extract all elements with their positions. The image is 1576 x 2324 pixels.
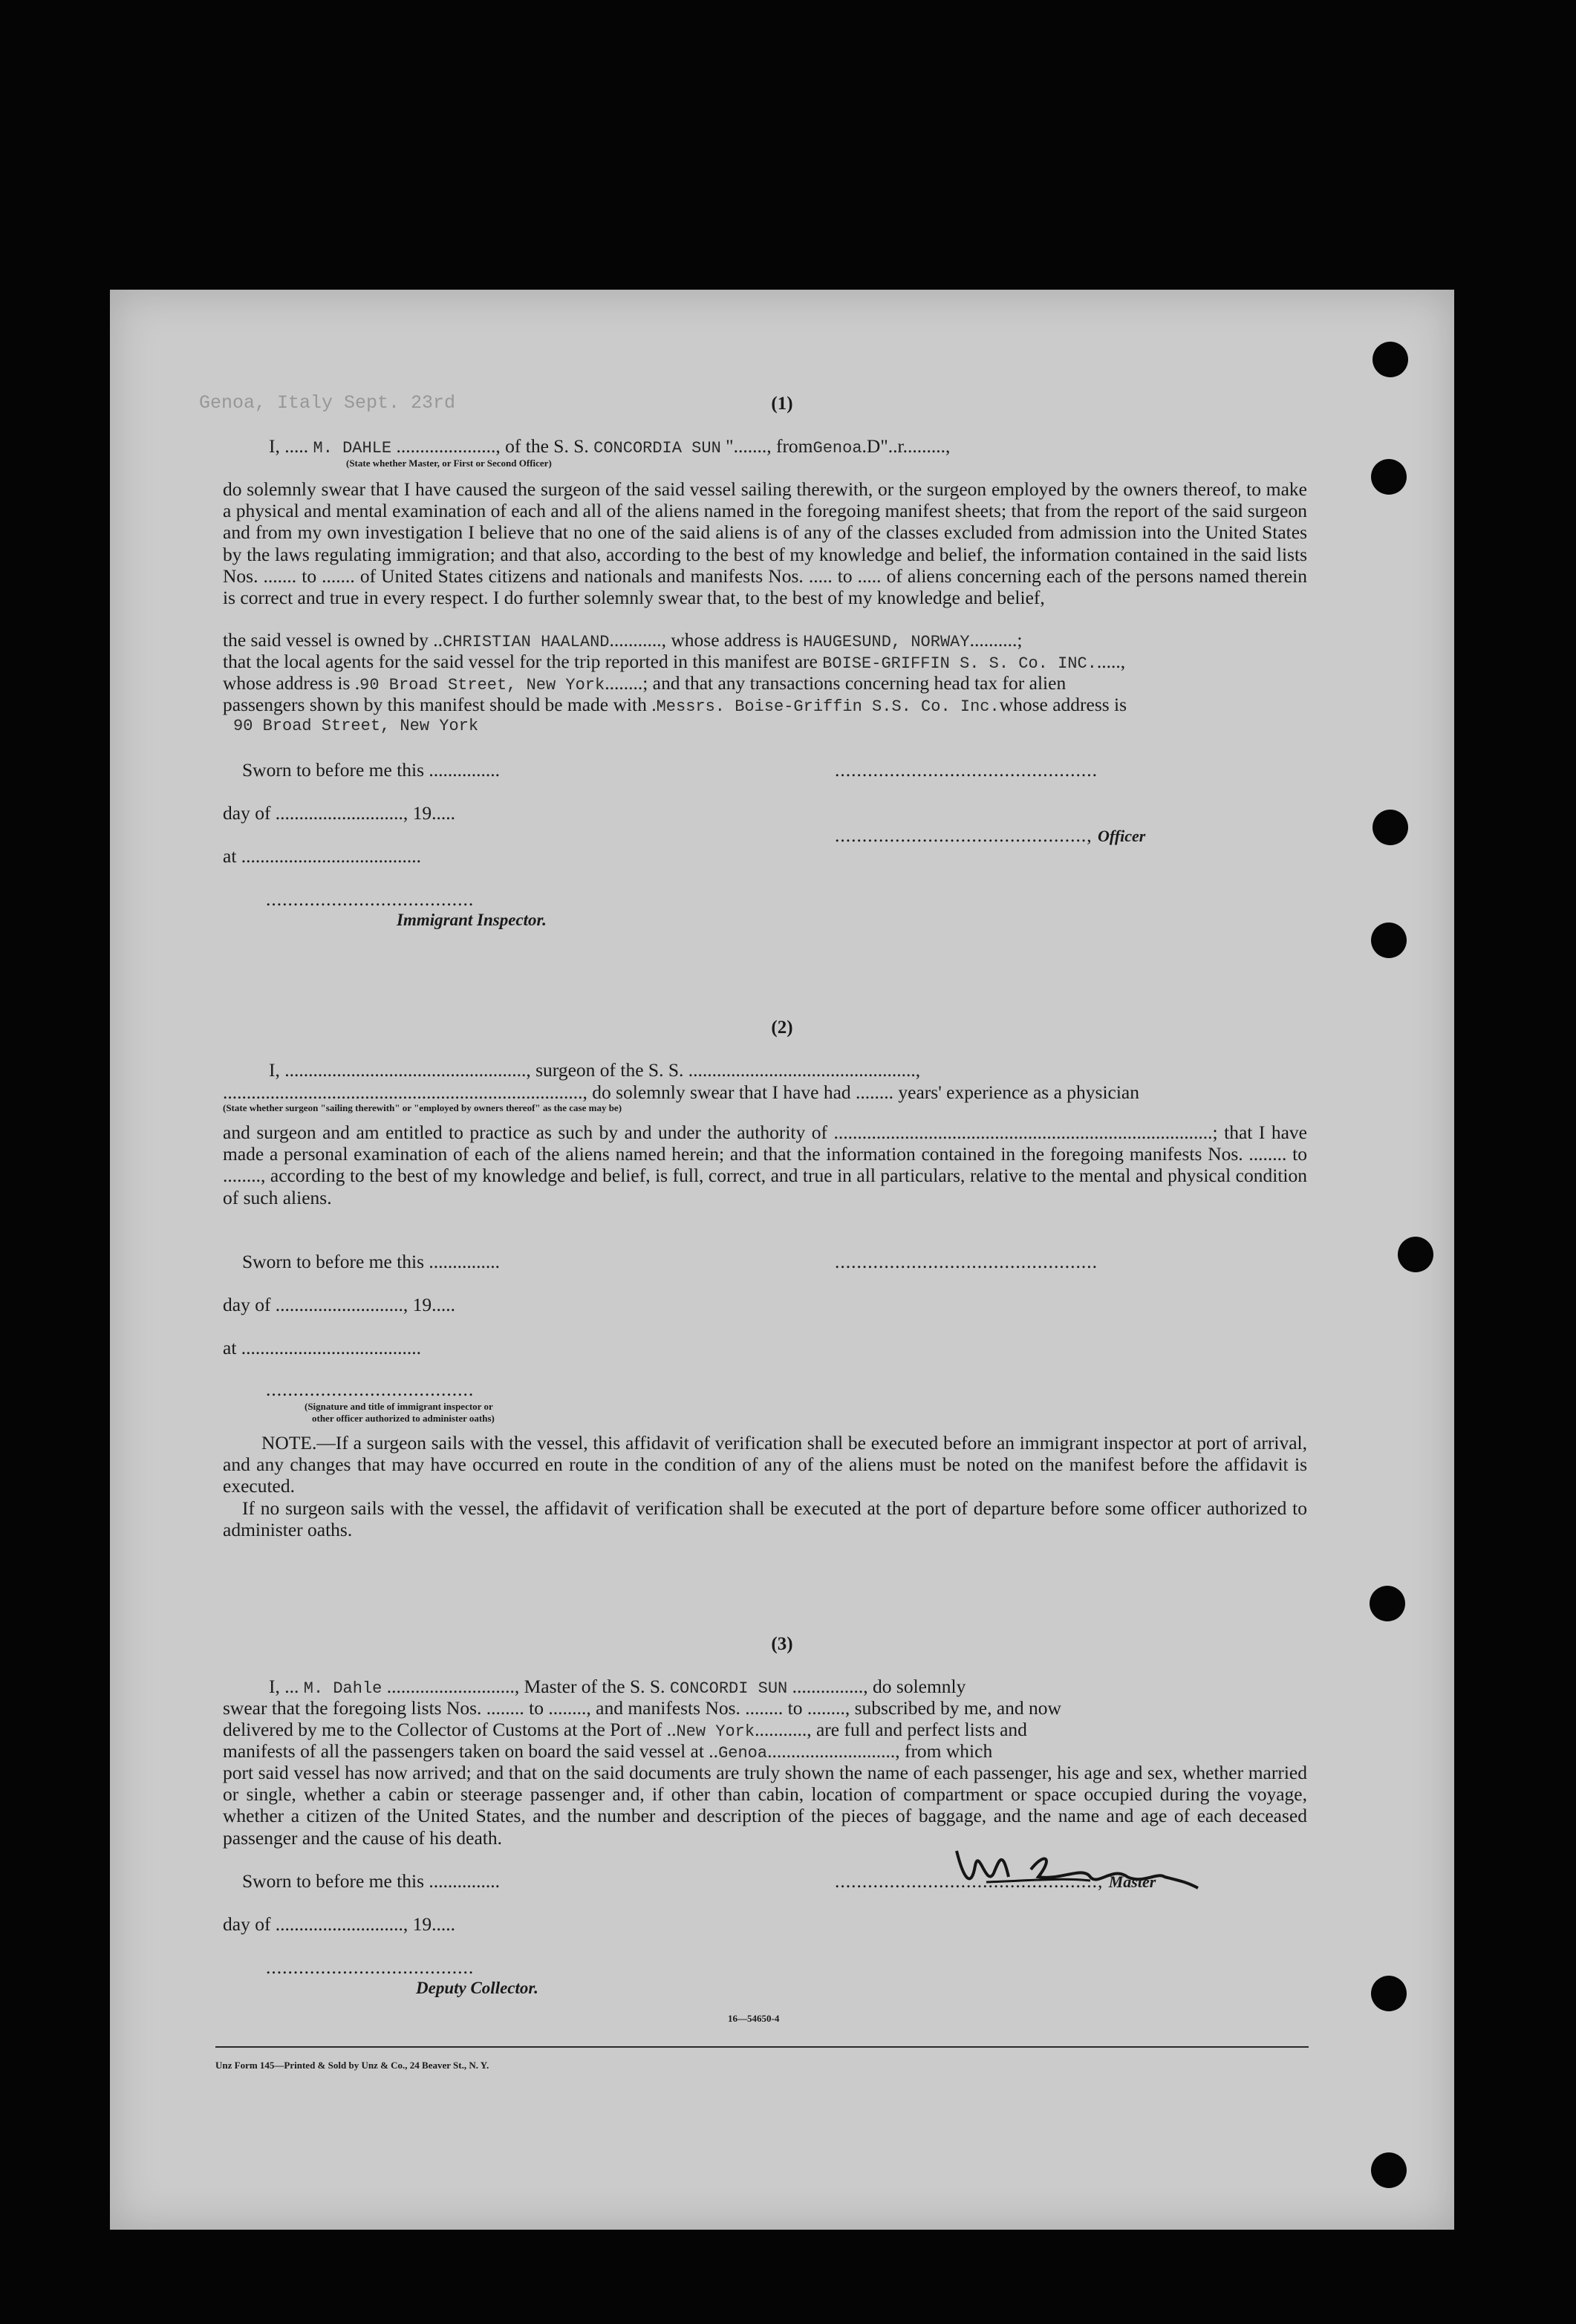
day-line: day of ..........................., 19..... <box>223 802 456 824</box>
sworn-line: Sworn to before me this ............... <box>242 1251 501 1272</box>
surgeon-signature-line: ................................................ <box>835 1251 1098 1272</box>
punch-hole <box>1373 810 1408 845</box>
oath-3-line-3 <box>223 1719 1027 1741</box>
oath-3-line-4 <box>223 1740 992 1762</box>
master-name: M. DAHLE <box>313 439 392 458</box>
master-signature-line <box>835 1870 1156 1892</box>
departure-port: Genoa <box>718 1744 768 1762</box>
footer-rule <box>215 2046 1309 2048</box>
oath-1-first-line <box>269 435 950 458</box>
arrival-port: New York <box>676 1722 755 1741</box>
text: whose address is <box>999 694 1127 715</box>
punch-hole <box>1373 342 1408 377</box>
text: "......., <box>726 435 772 457</box>
oath-2-body: and surgeon and am entitled to practice as such by and under the authority of ................................................................................; that I have made a personal examination of each of the aliens named herein; and that the information contained in the foregoing manifests Nos. ........ to ........, according to the best of my knowledge and belief, is full, correct, and true in all particulars, relative to the mental and physical condition of such aliens. <box>223 1122 1307 1208</box>
day-line: day of ..........................., 19..... <box>223 1913 456 1935</box>
text: ..........; <box>969 629 1023 651</box>
punch-hole <box>1398 1237 1433 1272</box>
punch-hole <box>1371 1976 1407 2011</box>
oath-1-body: do solemnly swear that I have caused the surgeon of the said vessel sailing therewith, or the surgeon employed by the owners thereof, to make a physical and mental examination of each and all of the aliens named in the foregoing manifest sheets; that from the report of the said surgeon and from my own investigation I believe that no one of the said aliens is of any of the classes excluded from admission into the United States by the laws regulating immigration; and that also, according to the best of my knowledge and belief, the information contained in the said lists Nos. ....... to ....... of United States citizens and nationals and manifests Nos. ..... to ..... of aliens concerning each of the persons named therein is correct and true in every respect. I do further solemnly swear that, to the best of my knowledge and belief, <box>223 478 1307 609</box>
bleed-through-text: Genoa, Italy Sept. 23rd <box>199 392 456 414</box>
collector-label: Deputy Collector. <box>416 1979 538 1997</box>
head-tax-agent: Messrs. Boise-Griffin S.S. Co. Inc. <box>656 697 1000 716</box>
text: manifests of all the passengers taken on board the said vessel at .. <box>223 1740 719 1762</box>
oath-3-body: port said vessel has now arrived; and that on the said documents are truly shown the name of each passenger, his age and sex, whether married or single, whether a cabin or steerage passenger and, if other than cabin, location of compartment or space occupied during the voyage, whether a citizen of the United States, and the number and description of the pieces of baggage, and the name and age of each deceased passenger and the cause of his death. <box>223 1762 1307 1849</box>
signature-hint: other officer authorized to administer oaths) <box>312 1413 495 1424</box>
section-1-number: (1) <box>771 394 793 414</box>
collector-signature-line: ...................................... <box>266 1956 475 1978</box>
form-number: 16—54650-4 <box>728 2013 780 2024</box>
day-line: day of ..........................., 19..... <box>223 1294 456 1315</box>
section-2-number: (2) <box>771 1018 793 1038</box>
field-hint: (State whether surgeon "sailing therewith" or "employed by owners thereof" as the case may be) <box>223 1102 622 1113</box>
master-name: M. Dahle <box>303 1679 382 1698</box>
punch-hole <box>1370 1586 1405 1621</box>
signature-hint: (Signature and title of immigrant inspector or <box>305 1401 493 1412</box>
text: ..............., do solemnly <box>792 1676 966 1697</box>
oath-2-line-1: I, ..................................................., surgeon of the S. S. ................................................, <box>269 1059 921 1081</box>
officer-signature-line: ................................................ <box>835 759 1098 781</box>
sworn-line: Sworn to before me this ............... <box>242 759 501 781</box>
text: the said vessel is owned by .. <box>223 629 443 651</box>
text: .D"..r........., <box>862 435 951 457</box>
agents-line <box>223 651 1125 673</box>
departure-port: Genoa <box>813 439 862 458</box>
text: that the local agents for the said vessel for the trip reported in this manifest are <box>223 651 818 672</box>
oath-2-line-2: ............................................................................, do solemnly swear that I have had ........ years' experience as a physician <box>223 1081 1139 1103</box>
head-tax-line <box>223 694 1127 716</box>
text: I, ..... <box>269 435 309 457</box>
field-hint: (State whether Master, or First or Second Officer) <box>346 458 552 469</box>
ship-name: CONCORDIA SUN <box>593 439 721 458</box>
punch-hole <box>1371 459 1407 495</box>
at-line: at ...................................... <box>223 1337 422 1358</box>
at-line: at ...................................... <box>223 845 422 867</box>
note-paragraph-2 <box>223 1497 1307 1540</box>
text: passengers shown by this manifest should be made with . <box>223 694 657 715</box>
text: ....................., of the S. S. <box>396 435 589 457</box>
oath-3-line-1 <box>269 1676 966 1698</box>
text: whose address is . <box>223 672 360 694</box>
punch-hole <box>1371 922 1407 958</box>
manifest-page <box>110 290 1454 2230</box>
head-tax-address: 90 Broad Street, New York <box>233 717 479 735</box>
text: ........; and that any transactions concerning head tax for alien <box>605 672 1067 694</box>
owner-address: HAUGESUND, NORWAY <box>803 633 970 651</box>
master-signature <box>942 1836 1209 1903</box>
text: ..........., whose address is <box>609 629 798 651</box>
local-agents: BOISE-GRIFFIN S. S. Co. INC. <box>822 654 1097 673</box>
text: delivered by me to the Collector of Customs at the Port of .. <box>223 1719 677 1740</box>
officer-title-line <box>835 824 1145 847</box>
text: ..........................., Master of the S. S. <box>386 1676 665 1697</box>
officer-label: Officer <box>1098 827 1146 845</box>
text: ................................................, <box>835 1870 1109 1892</box>
inspector-signature-line: ...................................... <box>266 1379 475 1400</box>
text: ....., <box>1096 651 1126 672</box>
ship-name: CONCORDI SUN <box>669 1679 788 1698</box>
sworn-line: Sworn to before me this ............... <box>242 1870 501 1892</box>
text: ..........., are full and perfect lists and <box>755 1719 1027 1740</box>
text: from <box>775 435 813 457</box>
note-paragraph <box>223 1432 1307 1497</box>
text: .............................................., <box>835 824 1098 846</box>
note-text: NOTE.—If a surgeon sails with the vessel, this affidavit of verification shall be executed before an immigrant inspector at port of arrival, and any changes that may have occurred en route in the condition of any of the aliens must be noted on the manifest before the affidavit is executed. <box>223 1432 1307 1497</box>
punch-hole <box>1371 2152 1407 2188</box>
section-3-number: (3) <box>771 1634 793 1654</box>
inspector-label: Immigrant Inspector. <box>397 911 547 929</box>
owner-line <box>223 629 1022 651</box>
owner-name: CHRISTIAN HAALAND <box>443 633 610 651</box>
printer-footer: Unz Form 145—Printed & Sold by Unz & Co., 24 Beaver St., N. Y. <box>215 2060 489 2071</box>
agents-address: 90 Broad Street, New York <box>359 676 605 694</box>
text: ..........................., from which <box>767 1740 993 1762</box>
text: I, ... <box>269 1676 299 1697</box>
inspector-signature-line: ...................................... <box>266 888 475 910</box>
note-text: If no surgeon sails with the vessel, the affidavit of verification shall be executed at the port of departure before some officer authorized to administer oaths. <box>223 1497 1307 1541</box>
agents-address-line <box>223 672 1066 694</box>
master-label: Master <box>1108 1872 1156 1891</box>
oath-3-line-2: swear that the foregoing lists Nos. ........ to ........, and manifests Nos. ........ to ........, subscribed by me, and now <box>223 1697 1061 1719</box>
